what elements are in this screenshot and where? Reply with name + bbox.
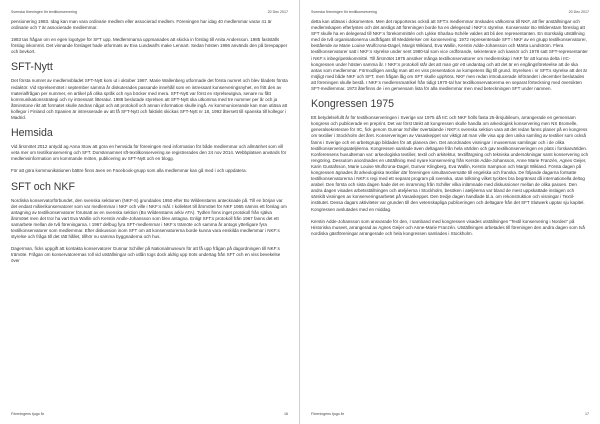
right-page-header: [311, 10, 589, 14]
heading-sft-och-nkf: SFT och NKF: [11, 180, 75, 193]
left-header-date: 20 Dec 2017: [267, 10, 288, 14]
right-intro-paragraph: detta kan utläsas i dokumenten. Men det rapporteras också att SFT:s medlemmar önskades välkomna till NKF, att fler anställningar och medlemskapen efterlystes och det ansågs att föreningen borde ha en delegerad i NKF:s styrelse. Konservator Bo Wildenstam föreslog att SFT skulle ha en delegerad till NKF:s förekommittén och Lykke Sharlau-Schéle valdes att bli den representanten. En storskalig utställning med de två organisationerna undfrågats till Meddelelser om konservering. 1972 representerade SFT i NKF av en grupp textilkonservatorer, bestående av Marie Louise Wulfcrona-Dagel, Margit Wikland, Eva Wallin, Kerstin Adde-Johansson och Märta Lundström. Flera textilkonservatorer satt i NKF:s styrelse under sent 1980-tal som vice ordförande, sekreterare och kassör och 1978 satt SFT-representanter i NKF:s inbegripetskommitté. Till årsmötet 1975 ansöker många textilkonservatorer om medlemskap i NKF för att kunna delta i IIC-kongressen under hösten samma år. I NKF:s protokoll står det att man gör ett undantag och att det är en engångsföreteelse att de ska antas som medlemmar. Förmodligen ansåg man att en viss presentation av kompetens låg till grund. Styrelsen i nr SFT:s styrelse att det är möjligt med både NKF och SFT, men frågan låg om SFT skulle upphöra. NKF men redan introducerade införandet i december beslutades att föreningen skulle bestå. I NKF:s medlemsmatrikel från tidigt 1970-tal har textilkonservatorerna en separat förteckning med översikten SFT-medlemmar. 1973 återfinns de i en gemensam lista för alla medlemmar men med beteckningen SFT under namnen.: [311, 19, 588, 92]
left-intro-paragraph-2: 1983 tas frågan om en egen logotype för SFT upp. Medlemmarna uppmanades att skicka in förslag till Anita Andersson. 1985 fastställs förslag inkommit. Det vinnande förslaget hade utformats av Eva Lundwall's make Lennart. Sedan hösten 1986 används den på brevpapper och bevkort.: [11, 37, 288, 55]
kongressen-paragraph-1: Ett betydelsefullt år för textilkonserveringen i Sverige var 1975 då IIC och NKF hölls fasta 25-årsjubileum, arrangerade en gemensam kongress och publicerade en preprint. Det var först tänkt att kongressen skulle handla om arkeologisk konservering men NS Bromelle, generalsekreterare för IIC, fick genom Gunnar Schiller övertalande i NKF:s svenska sektion vara att det redan fanns planer på en kongress om textilier i Stockholm det året. Konserveringen av Vasaskeppet var viktigt att man ville visa upp den unika samling av textilier som också fanns i Sverige och en arbetsgrupp bildades för att planera den. Det anordnades visningar i museernas samlingar och i de olika textilkonserveringsateljéerna. Kongressen samlade även deltagare från hela världen och gav textilkonserveringen en plats i forskarvärlden. Konferensens huvudteman var: arkeologiska textilier, textil och arkitektur, textilfärgning och tekniska undersökningar samt konservering och rengöring. Dessutom anordnades en utställning med nyare konservering från Kerstin Adde-Johansson, Anne Marie Franzén, Agnes Geijer, Karin Gustafsson, Marie Louise Wulfcrona-Dagel, Gunvor Klingberg, Eva Wallin, Kerstin Sampson och Margit Wikland. Första dagen på kongressen ägnades åt arkeologiska textilier där föreningen simultanöversatte till engelska och franska. De följande dagarna fortsatte textilkonservatorerna i NKF:s regi med ett separat program på svenska, utan tolkning vilket tycktes bra begränsat då internationella deltog arabel. Den första och sista dagen hade det en inramning från Schiller vilka inlämnade med diskussioner mellan de olika passen. Den andra dagen visades arbetsställningen och ateljéerna i Stockholm, besöken i ateljéerna var bland de mest uppskattade inslagen och särskilt visningen av konserveringsarbetet på Vasaskeppet. Den tredje dagen handlade bl.a. om rekonstruktion och visningar i Textil-institutet. Dessa dagars aktiviteter var grunden till den vetenskapliga publiceringen och deltagare från det SFT Slutwerk upptar sju kapitel. Kongressen avslutades med en middag.: [311, 115, 589, 212]
kongressen-paragraph-2: Kerstin Adde-Johansson som ansvarade för den, I samband med kongressen visades utställningen "Textil konservering i Norden" på Historiska museet, arrangerad av Agnes Geijer och Anne-Marie Franzén. Utställningen arbetades till föreningen den andra dagen som två nordiska gästföreningar arrangerade och hela kongressen samlades i Stockholm.: [311, 218, 585, 236]
right-page: [300, 0, 600, 424]
heading-sft-nytt: SFT-Nytt: [11, 61, 53, 74]
left-page-header: [11, 10, 288, 14]
left-page-number: 16: [284, 412, 288, 416]
left-footer-title: Föreningens tjugo år: [11, 412, 44, 416]
left-intro-paragraph-1: pensionering 1983. Idag kan man vara ordinarie medlem eller associerad medlem. Föreningen har idag 40 medlemmar varav 41 är ordinarie och 7 är associerade medlemmar.: [11, 19, 272, 31]
hemsida-paragraph-2: För att göra kommunikationen bättre finns även en Facebook-grupp som alla medlemmar kan gå med i och uppdatera.: [11, 168, 247, 174]
right-page-footer: [311, 412, 589, 416]
sft-nkf-paragraph-1: Nordiska konservatorförbundet, den svenska sektionen (NKF-S) grundades 1950 efter Bo Wildenstams antecknade på. Till en början var det endast målerikonservatorer som var medlemmar i NKF och ville i NKF:s mål. I kollektet till årsmötet för NKF 1965 nämns ett förslag om antagning av textilkonservatorer förutsatt av en svenska sektion (Bo Wildenstams arkiv ATA). Tydlen finns inget protokoll från själva årsmötet men det tror ha vart Eva Wallin och Kerstin Andle-Johansson som blev antagna. Enligt SFT:s protokoll från 1967 fanns det ett samarbete mellan de två föreningarna. I 1967 delbug fyra SFT-medlemmar i NKF:s trämöte och samma år antogs ytterligare fyra textilkonservatorer som medlemmar. Efter diskussion inom SFT om att konservatorerna borde kunna vara enskilda medlemmar i NKF:s styrelse och fråga till det rätt hållet, tillhör nu samma byggnaderna och hus.: [11, 197, 287, 240]
heading-hemsida: Hemsida: [11, 127, 53, 140]
sft-nytt-paragraph: Det första numret av medlemsbladet SFT-Nytt kom ut i oktober 1987. Marie Wallenberg utformade det första numret och blev bladets första redaktör. Vid styrelsemötet i september samma år diskuterades passande innehåll som en intressant konserveringsnyhet, en fritt den av materialfrågan per nummer, en artikel på olika språk och nya böcker med mera. SFT-Nytt var först en styrelseutgiva, senare nu fått kommunikationsstrategi och ny intressant litteratur. 1988 beslutade styrelsen att SFT-Nytt ska utkomma med tre nummer per år och ja åtminstone rikt att formatet skulle ändras något och att protokoll och annan information skulle ingå. Av kommunicerande kan man utläsa att kollegor i Finland och Spanien är intresserade av att få SFT-Nytt och faktiskt skickas SFT-Nytt nr 18, 1992 återsett till spanska till kollegor i Madrid.: [11, 78, 288, 121]
right-page-number: 17: [585, 412, 589, 416]
heading-kongressen-1975: Kongressen 1975: [311, 98, 395, 111]
sft-nkf-paragraph-2: Dagerman, ficks uppgift att kontakta konservatorer Gunnar Schiller på Nationalmuseum för att få upp frågan på dagordningen till NKF:s trämöte. Frågan om konservatorernas roll vid utställningar och utlån togs dock aldrig upp trots undertag från SFT och en viss bevekelse över: [11, 246, 281, 264]
hemsida-paragraph-1: Vid årsmötet 2012 antydd ag Anna Stow att göra en hemsida för föreningen med information för både medlemmar och allmänhet som vill veta mer om textilkonservering och SFT. Domännamnet sft-textilkonservering.se registrerades den 24 nov 2014. Webbplatsen används för medlemsinformation om kommande möten, publicering av SFT-Nytt och en blogg.: [11, 144, 287, 162]
right-header-date: 20 Dec 2017: [568, 10, 589, 14]
right-header-title: Svenska föreningen för textilkonservering: [311, 10, 377, 14]
right-footer-title: Föreningens tjugo år: [311, 412, 344, 416]
left-page-footer: [11, 412, 288, 416]
left-header-title: Svenska föreningen för textilkonservering: [11, 10, 77, 14]
